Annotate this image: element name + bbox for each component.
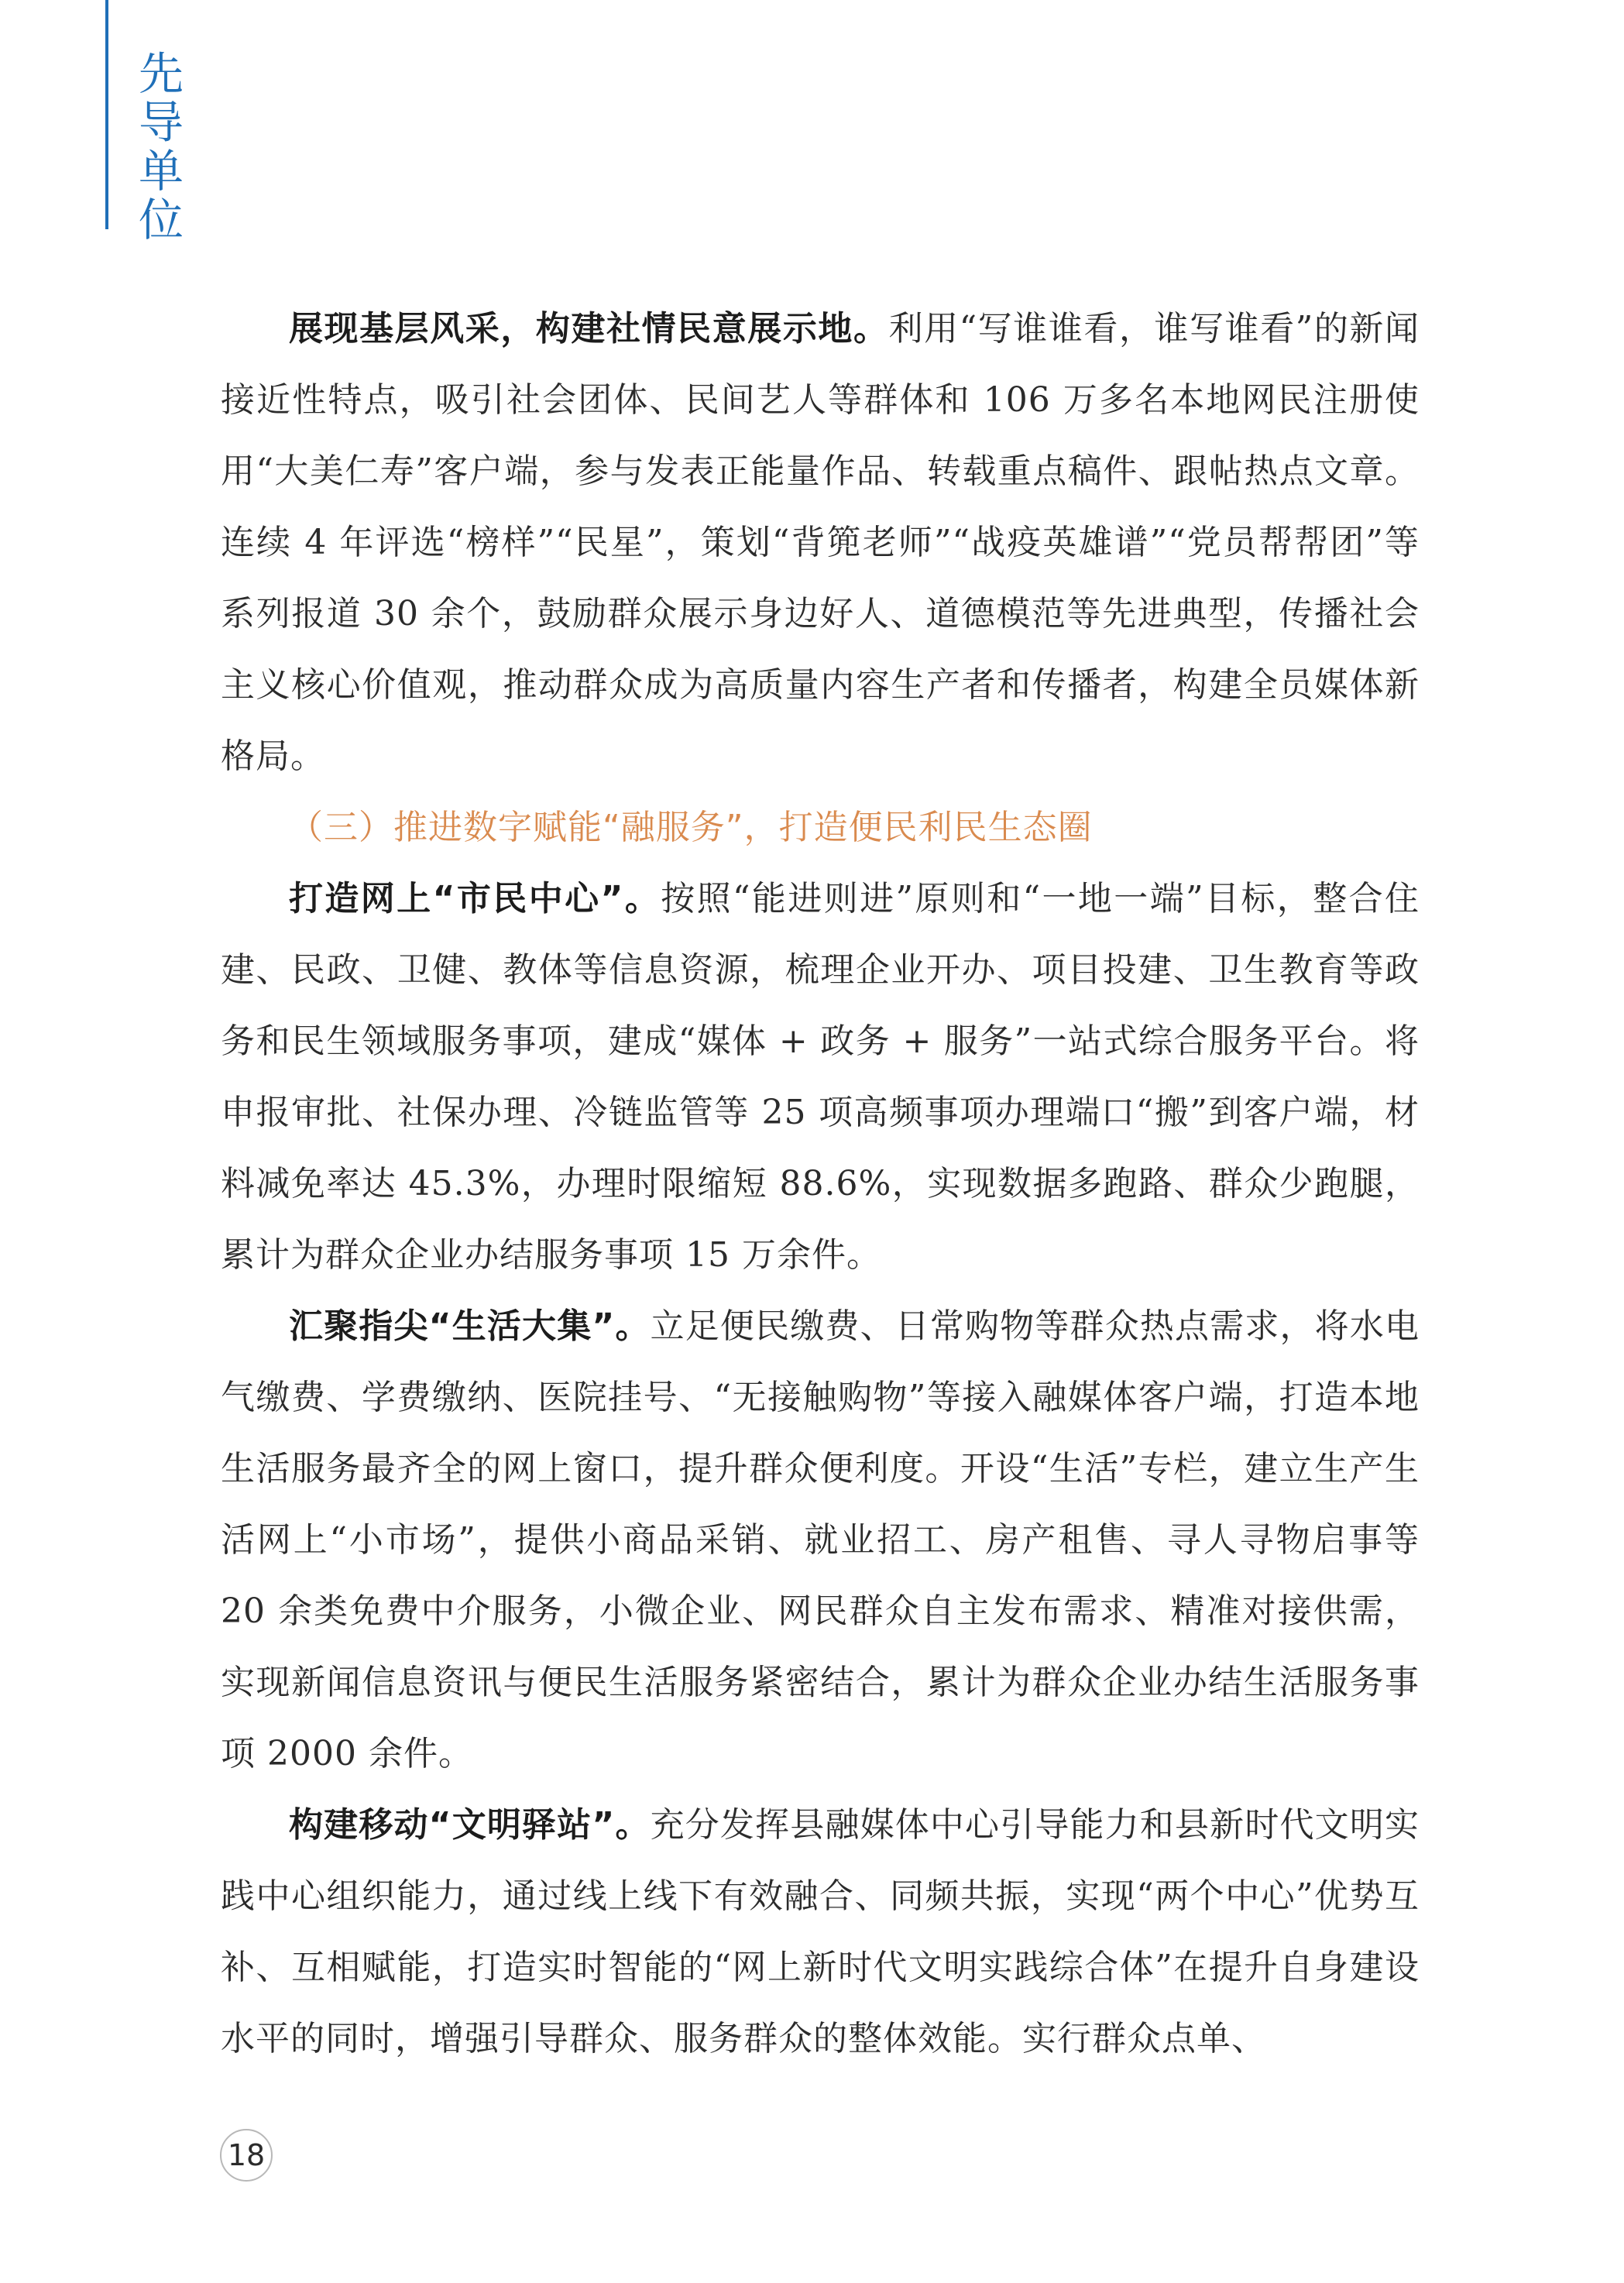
paragraph [221, 294, 1420, 792]
paragraph-lead: 构建移动“文明驿站”。 [289, 1805, 651, 1845]
paragraph-text: 按照“能进则进”原则和“一地一端”目标，整合住建、民政、卫健、教体等信息资源，梳理企业开办、项目投建、卫生教育等政务和民生领域服务事项，建成“媒体 + 政务 + 服务”一站式综合服务平台。将申报审批、社保办理、冷链监管等 25 项高频事项办理端口“搬”到客户端，材料减免率达 45.3%，办理时限缩短 88.6%，实现数据多跑路、群众少跑腿，累计为群众企业办结服务事项 15 万余件。 [221, 879, 1420, 1275]
page-number: 18 [220, 2129, 273, 2182]
paragraph-lead: 展现基层风采，构建社情民意展示地。 [289, 309, 889, 348]
paragraph [221, 1291, 1420, 1790]
paragraph-lead: 汇聚指尖“生活大集”。 [289, 1306, 651, 1346]
article-body [221, 294, 1420, 2075]
paragraph-text: 立足便民缴费、日常购物等群众热点需求，将水电气缴费、学费缴纳、医院挂号、“无接触购物”等接入融媒体客户端，打造本地生活服务最齐全的网上窗口，提升群众便利度。开设“生活”专栏，建立生产生活网上“小市场”，提供小商品采销、就业招工、房产租售、寻人寻物启事等 20 余类免费中介服务，小微企业、网民群众自主发布需求、精准对接供需，实现新闻信息资讯与便民生活服务紧密结合，累计为群众企业办结生活服务事项 2000 余件。 [221, 1306, 1420, 1773]
section-subheading: （三）推进数字赋能“融服务”，打造便民利民生态圈 [289, 808, 1093, 847]
paragraph-text: 充分发挥县融媒体中心引导能力和县新时代文明实践中心组织能力，通过线上线下有效融合、同频共振，实现“两个中心”优势互补、互相赋能，打造实时智能的“网上新时代文明实践综合体”在提升自身建设水平的同时，增强引导群众、服务群众的整体效能。实行群众点单、 [221, 1805, 1420, 2058]
paragraph-text: 利用“写谁谁看，谁写谁看”的新闻接近性特点，吸引社会团体、民间艺人等群体和 106 万多名本地网民注册使用“大美仁寿”客户端，参与发表正能量作品、转载重点稿件、跟帖热点文章。连续 4 年评选“榜样”“民星”，策划“背篼老师”“战疫英雄谱”“党员帮帮团”等系列报道 30 余个，鼓励群众展示身边好人、道德模范等先进典型，传播社会主义核心价值观，推动群众成为高质量内容生产者和传播者，构建全员媒体新格局。 [221, 309, 1420, 776]
section-tag-char: 单 [138, 145, 184, 197]
paragraph-lead: 打造网上“市民中心”。 [289, 879, 661, 918]
section-tag-char: 位 [138, 194, 184, 246]
paragraph [221, 1790, 1420, 2075]
paragraph [221, 863, 1420, 1291]
section-tag [133, 47, 189, 246]
section-side-bar [105, 0, 108, 229]
section-tag-char: 先 [138, 47, 184, 100]
section-tag-char: 导 [138, 96, 184, 149]
